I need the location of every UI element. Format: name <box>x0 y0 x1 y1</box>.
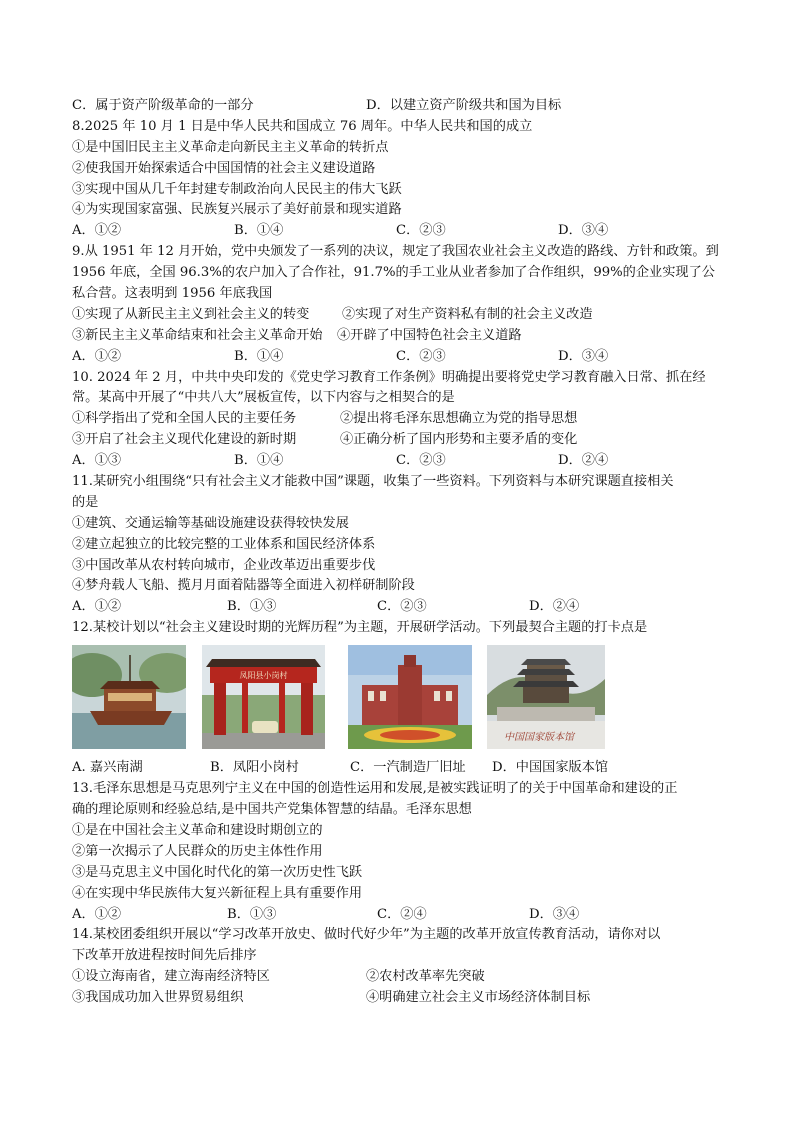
q13-item-3: ③是马克思主义中国化时代化的第一次历史性飞跃 <box>72 864 363 880</box>
q13-item-2: ②第一次揭示了人民群众的历史主体性作用 <box>72 843 323 859</box>
q11-stem-1: 11.某研究小组围绕“只有社会主义才能救中国”课题，收集了一些资料。下列资料与本研究课题直接相关 <box>72 474 674 490</box>
q14-item-4: ④明确建立社会主义市场经济体制目标 <box>366 990 591 1006</box>
q9-option-d: D．③④ <box>558 348 609 364</box>
q9-stem-3: 私合营。这表明到 1956 年底我国 <box>72 286 273 302</box>
q10-stem-2: 常。某高中开展了“中共八大”展板宣传，以下内容与之相契合的是 <box>72 390 455 406</box>
q11-item-3: ③中国改革从农村转向城市，企业改革迈出重要步伐 <box>72 557 376 573</box>
q10-option-b: B．①④ <box>234 453 284 469</box>
q14-items-row-2 <box>72 988 722 1009</box>
q8-item-1: ①是中国旧民主主义革命走向新民主主义革命的转折点 <box>72 139 389 155</box>
q12-captions <box>72 757 722 779</box>
q10-option-a: A．①③ <box>72 453 122 469</box>
q9-option-c: C．②③ <box>396 348 446 364</box>
q14-stem-2: 下改革开放进程按时间先后排序 <box>72 948 257 964</box>
q8-item-2: ②使我国开始探索适合中国国情的社会主义建设道路 <box>72 160 376 176</box>
q12-caption-b: B．凤阳小岗村 <box>210 760 299 776</box>
q10-stem-1: 10. 2024 年 2 月，中共中央印发的《党史学习教育工作条例》明确提出要将党史学习教育融入日常、抓在经 <box>72 369 706 385</box>
q8-option-d: D．③④ <box>558 223 609 239</box>
q9-item-2: ②实现了对生产资料私有制的社会主义改造 <box>342 306 593 322</box>
q13-stem-2: 确的理论原则和经验总结,是中国共产党集体智慧的结晶。毛泽东思想 <box>72 802 472 818</box>
q8-item-3: ③实现中国从几千年封建专制政治向人民民主的伟大飞跃 <box>72 181 402 197</box>
q11-option-d: D．②④ <box>529 599 580 615</box>
exam-content <box>72 96 722 1009</box>
q8-option-c: C．②③ <box>396 223 446 239</box>
q11-item-4: ④梦舟载人飞船、揽月月面着陆器等全面进入初样研制阶段 <box>72 578 415 594</box>
q8-option-b: B．①④ <box>234 223 284 239</box>
q13-option-b: B．①③ <box>227 906 277 922</box>
q11-item-2: ②建立起独立的比较完整的工业体系和国民经济体系 <box>72 536 376 552</box>
q13-item-1: ①是在中国社会主义革命和建设时期创立的 <box>72 822 323 838</box>
q11-item-1: ①建筑、交通运输等基础设施建设获得较快发展 <box>72 515 349 531</box>
q10-items-row-2 <box>72 430 722 451</box>
q12-caption-a: A. 嘉兴南湖 <box>72 760 143 776</box>
q10-item-2: ②提出将毛泽东思想确立为党的指导思想 <box>340 411 578 427</box>
q8-option-a: A．①② <box>72 223 122 239</box>
q10-items-row-1 <box>72 409 722 430</box>
q9-stem-2: 1956 年底，全国 96.3%的农户加入了合作社，91.7%的手工业从业者参加了合作组织，99%的企业实现了公 <box>72 265 715 281</box>
q10-option-c: C．②③ <box>396 453 446 469</box>
q11-options <box>72 597 722 618</box>
q9-item-1: ①实现了从新民主主义到社会主义的转变 <box>72 306 310 322</box>
q13-option-a: A．①② <box>72 906 122 922</box>
q14-item-1: ①设立海南省，建立海南经济特区 <box>72 969 270 985</box>
q7-options <box>72 96 722 117</box>
q12-stem: 12.某校计划以“社会主义建设时期的光辉历程”为主题，开展研学活动。下列最契合主题的打卡点是 <box>72 620 648 636</box>
q10-item-1: ①科学指出了党和全国人民的主要任务 <box>72 411 297 427</box>
q14-items-row-1 <box>72 967 722 988</box>
q9-options <box>72 347 722 368</box>
q13-stem-1: 13.毛泽东思想是马克思列宁主义在中国的创造性运用和发展,是被实践证明了的关于中国革命和建设的正 <box>72 781 678 797</box>
q8-stem: 8.2025 年 10 月 1 日是中华人民共和国成立 76 周年。中华人民共和国的成立 <box>72 118 533 134</box>
q11-option-c: C．②③ <box>377 599 427 615</box>
q10-options <box>72 451 722 472</box>
q10-item-3: ③开启了社会主义现代化建设的新时期 <box>72 432 297 448</box>
q12-caption-c: C．一汽制造厂旧址 <box>350 760 466 776</box>
q9-option-b: B．①④ <box>234 348 284 364</box>
q13-option-c: C．②④ <box>377 906 427 922</box>
q14-item-3: ③我国成功加入世界贸易组织 <box>72 990 244 1006</box>
q8-item-4: ④为实现国家富强、民族复兴展示了美好前景和现实道路 <box>72 202 402 218</box>
q11-option-b: B．①③ <box>227 599 277 615</box>
q13-item-4: ④在实现中华民族伟大复兴新征程上具有重要作用 <box>72 885 363 901</box>
q11-stem-2: 的是 <box>72 494 99 510</box>
q7-option-d: D．以建立资产阶级共和国为目标 <box>366 98 562 113</box>
q10-option-d: D．②④ <box>558 453 609 469</box>
q10-item-4: ④正确分析了国内形势和主要矛盾的变化 <box>340 432 578 448</box>
q9-item-4: ④开辟了中国特色社会主义道路 <box>337 327 522 343</box>
q13-options <box>72 905 722 926</box>
q12-photo-row <box>72 645 722 757</box>
q8-options <box>72 221 722 242</box>
photo-national-archives-of-publications <box>487 645 605 749</box>
q14-stem-1: 14.某校团委组织开展以“学习改革开放史、做时代好少年”为主题的改革开放宣传教育活动，请你对以 <box>72 927 661 943</box>
q9-item-3: ③新民主主义革命结束和社会主义革命开始 <box>72 327 323 343</box>
q9-stem-1: 9.从 1951 年 12 月开始，党中央颁发了一系列的决议，规定了我国农业社会主义改造的路线、方针和政策。到 <box>72 244 719 260</box>
q11-option-a: A．①② <box>72 599 122 615</box>
q9-items-row-2 <box>72 326 722 347</box>
q9-items-row-1 <box>72 305 722 326</box>
photo-fengyang-xiaogang-village-gate <box>202 645 325 749</box>
q12-caption-d: D．中国国家版本馆 <box>492 760 609 776</box>
gate-plaque-text: 凤阳县小岗村 <box>239 671 288 681</box>
q7-option-c: C．属于资产阶级革命的一部分 <box>72 98 254 113</box>
q14-item-2: ②农村改革率先突破 <box>366 969 485 985</box>
q9-option-a: A．①② <box>72 348 122 364</box>
monument-inscription: 中国国家版本馆 <box>504 732 574 744</box>
q13-option-d: D．③④ <box>529 906 580 922</box>
photo-jiaxing-nanhu-red-boat <box>72 645 186 749</box>
photo-faw-factory-site <box>348 645 472 749</box>
